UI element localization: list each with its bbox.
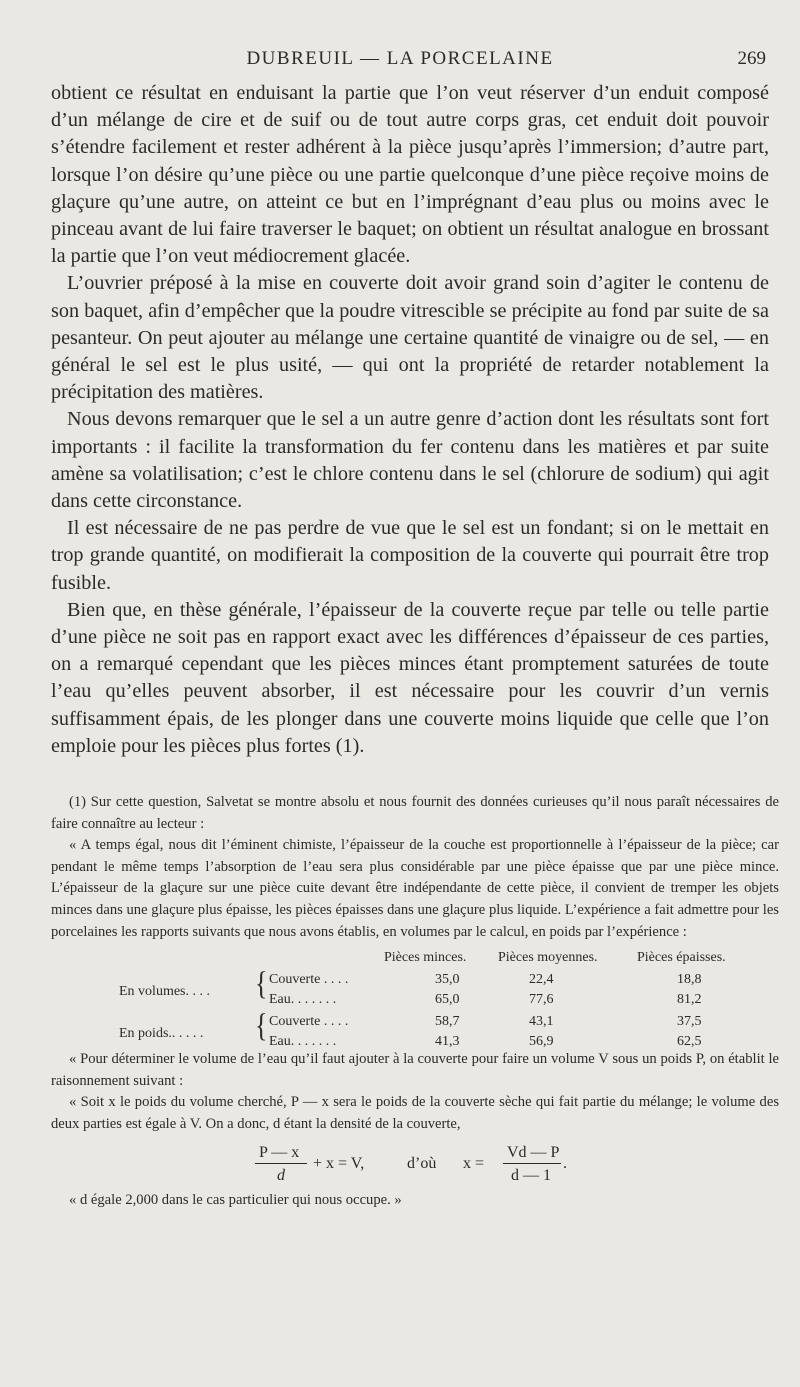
paragraph: Nous devons remarquer que le sel a un autre genre d’action dont les résultats sont fort importants : il facilite la transformation du fer contenu dans les matières et par suite amène sa volatilisation; c’est le chlore contenu dans le sel (chlorure de sodium) qui agit dans cette circonstance. xyxy=(51,408,769,513)
paragraph: L’ouvrier préposé à la mise en couverte doit avoir grand soin d’agiter le contenu de son baquet, afin d’empêcher que la poudre vitrescible se précipite au fond par suite de sa pesanteur. On peut ajouter au mélange une certaine quantité de vinaigre ou de sel, — en général le sel est le plus usité, — qui ont la propriété de retarder notablement la précipitation des matières. xyxy=(51,272,769,404)
ratio-table xyxy=(51,943,779,1049)
table-cell: 18,8 xyxy=(677,972,702,988)
footnote xyxy=(51,792,779,1211)
table-cell: 65,0 xyxy=(435,992,460,1008)
brace: { xyxy=(255,965,268,1002)
main-text xyxy=(51,80,769,760)
footnote-paragraph: « A temps égal, nous dit l’éminent chimiste, l’épaisseur de la couche est proportionnelle à l’épaisseur de la pièce; car pendant le même temps l’absorption de l’eau sera plus considérable par une pièce épaisse que par une pièce mince. L’épaisseur de la glaçure sur une pièce cuite devant être indépendante de cette pièce, il convient de tremper les objets minces dans une glaçure plus épaisse, les pièces épaisses dans une glaçure plus liquide. L’expérience a fait admettre pour les porcelaines les rapports suivants que nous avons établis, en volumes par le calcul, en poids par l’expérience : xyxy=(51,837,779,940)
running-header xyxy=(0,44,800,74)
footnote-paragraph: (1) Sur cette question, Salvetat se montre absolu et nous fournit des données curieuses qu’il nous paraît nécessaires de faire connaître au lecteur : xyxy=(51,794,779,832)
formula-denominator: d xyxy=(277,1166,285,1184)
table-header: Pièces moyennes. xyxy=(498,950,598,966)
paragraph: obtient ce résultat en enduisant la partie que l’on veut réserver d’un enduit composé d’un mélange de cire et de suif ou de tout autre corps gras, cet enduit doit pouvoir s’étendre facilement et rester adhérent à la pièce jusqu’après l’immersion; d’autre part, lorsque l’on désire qu’une pièce ou une partie quelconque d’une pièce reçoive moins de glaçure qu’une autre, on atteint ce but en l’imprégnant d’eau plus ou moins avec le pinceau avant de lui faire traverser le baquet; on obtient un résultat analogue en brossant la partie que l’on veut médiocrement glacée. xyxy=(51,82,769,268)
formula-end: . xyxy=(563,1154,567,1172)
table-cell: 37,5 xyxy=(677,1014,702,1030)
paragraph: Bien que, en thèse générale, l’épaisseur de la couverte reçue par telle ou telle partie d’une pièce ne soit pas en rapport exact avec les différences d’épaisseur de ces parties, on a remarqué cependant que les pièces minces étant promptement saturées de toute l’eau qu’elles peuvent absorber, il est nécessaire pour les couvrir d’un vernis suffisamment épais, de les plonger dans une couverte moins liquide que celle que l’on emploie pour les pièces plus fortes (1). xyxy=(51,598,769,757)
formula-word: d’où xyxy=(407,1154,437,1172)
formula-lhs: x = xyxy=(463,1154,485,1172)
fraction-bar xyxy=(255,1163,307,1164)
formula-numerator: Vd — P xyxy=(507,1143,560,1161)
brace: { xyxy=(255,1007,268,1044)
table-cell: 58,7 xyxy=(435,1014,460,1030)
group-label: En volumes. . . . xyxy=(119,984,210,1000)
formula xyxy=(51,1136,779,1190)
running-title: DUBREUIL — LA PORCELAINE xyxy=(246,48,554,69)
footnote-paragraph: « d égale 2,000 dans le cas particulier qui nous occupe. » xyxy=(69,1191,402,1208)
table-cell: 35,0 xyxy=(435,972,460,988)
formula-text: + x = V, xyxy=(313,1154,365,1172)
footnote-paragraph: « Pour déterminer le volume de l’eau qu’il faut ajouter à la couverte pour faire un volume V sous un poids P, on établit le raisonnement suivant : xyxy=(51,1051,779,1089)
table-cell: 22,4 xyxy=(529,972,554,988)
table-cell: 81,2 xyxy=(677,992,702,1008)
row-label: Couverte . . . . xyxy=(269,1014,349,1030)
paragraph: Il est nécessaire de ne pas perdre de vue que le sel est un fondant; si on le mettait en trop grande quantité, on modifierait la composition de la couverte qui pourrait être trop fusible. xyxy=(51,517,769,594)
formula-numerator: P — x xyxy=(259,1143,300,1161)
page-number: 269 xyxy=(737,48,766,69)
row-label: Eau. . . . . . . xyxy=(269,1034,337,1050)
table-cell: 43,1 xyxy=(529,1014,554,1030)
footnote-paragraph: « Soit x le poids du volume cherché, P — x sera le poids de la couverte sèche qui fait partie du mélange; le volume des deux parties est égale à V. On a donc, d étant la densité de la couverte, xyxy=(51,1094,779,1132)
table-cell: 56,9 xyxy=(529,1034,554,1050)
group-label: En poids.. . . . . xyxy=(119,1026,204,1042)
row-label: Couverte . . . . xyxy=(269,972,349,988)
table-header: Pièces minces. xyxy=(384,950,467,966)
table-cell: 41,3 xyxy=(435,1034,460,1050)
table-cell: 62,5 xyxy=(677,1034,702,1050)
fraction-bar xyxy=(503,1163,561,1164)
table-cell: 77,6 xyxy=(529,992,554,1008)
row-label: Eau. . . . . . . xyxy=(269,992,337,1008)
table-header: Pièces épaisses. xyxy=(637,950,726,966)
formula-denominator: d — 1 xyxy=(511,1166,551,1184)
